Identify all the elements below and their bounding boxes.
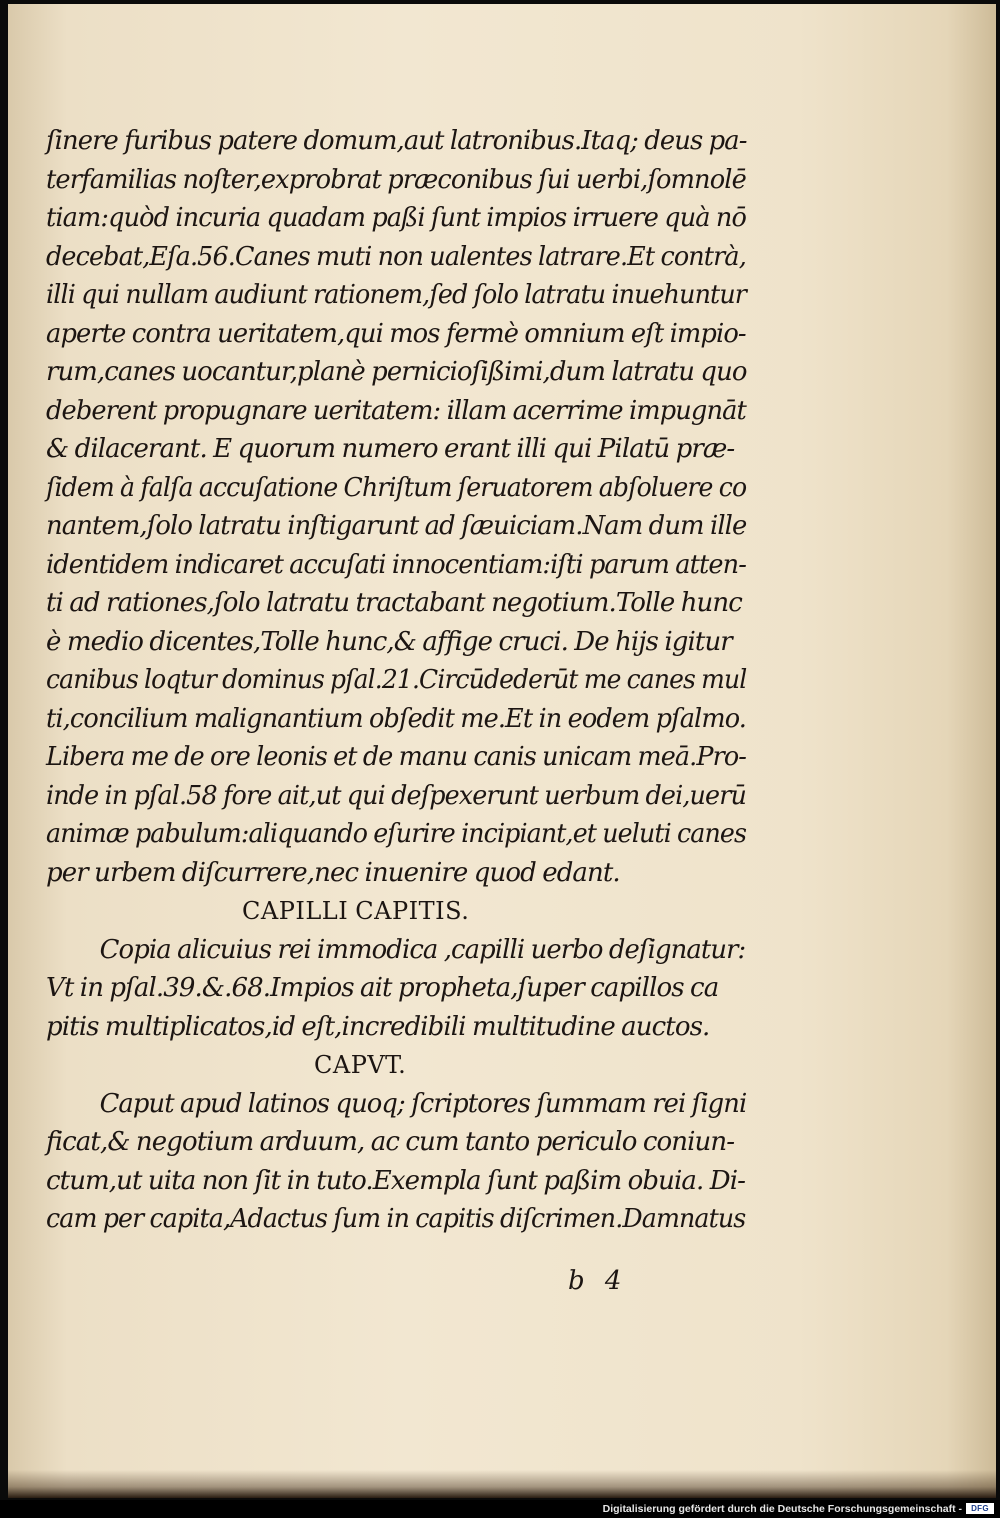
text-line: decebat,Eſa.56.Canes muti non ualentes latrare.Et contrà,	[46, 241, 746, 272]
text-line: rum,canes uocantur,planè pernicioſißimi,dum latratu quo	[46, 357, 747, 387]
text-line: & dilacerant. E quorum numero erant illi qui Pilatū præ-	[46, 434, 735, 464]
text-line: Copia alicuius rei immodica ,capilli uerbo deſignatur:	[99, 934, 746, 965]
text-line: ficat,& negotium arduum, ac cum tanto periculo coniun-	[46, 1127, 735, 1157]
text-line: ti ad rationes,ſolo latratu tractabant negotium.Tolle hunc	[46, 588, 742, 618]
text-line: animæ pabulum:aliquando eſurire incipiant,et ueluti canes	[46, 819, 747, 849]
text-line: tiam:quòd incuria quadam paßi ſunt impios irruere quà nō	[46, 203, 747, 233]
text-line: Caput apud latinos quoq; ſcriptores ſummam rei ſigni	[99, 1088, 747, 1119]
text-line: ſidem à falſa accuſatione Chriſtum ſeruatorem abſoluere co	[46, 472, 747, 503]
text-line: terfamilias noſter,exprobrat præconibus ſui uerbi,ſomnolē	[46, 164, 746, 195]
text-line: aperte contra ueritatem,qui mos fermè omnium eſt impio-	[46, 318, 746, 349]
section-heading-caput: CAPVT.	[314, 1051, 407, 1079]
footer-bar	[0, 1500, 1000, 1518]
text-line: illi qui nullam audiunt rationem,ſed ſolo latratu inuehuntur	[46, 280, 747, 310]
text-line: Vt in pſal.39.&.68.Impios ait propheta,ſuper capillos ca	[46, 973, 719, 1003]
text-line: ctum,ut uita non ſit in tuto.Exempla ſunt paßim obuia. Di-	[46, 1165, 746, 1196]
page-text	[46, 122, 746, 1239]
text-line: Libera me de ore leonis et de manu canis unicam meā.Pro-	[46, 742, 747, 772]
text-line: identidem indicaret accuſati innocentiam:iſti parum atten-	[46, 549, 746, 580]
dfg-logo-icon: DFG	[966, 1503, 994, 1514]
text-line: nantem,ſolo latratu inſtigarunt ad ſæuiciam.Nam dum ille	[46, 511, 747, 541]
text-line: pitis multiplicatos,id eſt,incredibili multitudine auctos.	[46, 1011, 710, 1042]
text-line: canibus loqtur dominus pſal.21.Circūdederūt me canes mul	[46, 665, 747, 695]
text-line: cam per capita,Adactus ſum in capitis diſcrimen.Damnatus	[46, 1204, 746, 1234]
text-line: per urbem diſcurrere,nec inuenire quod edant.	[46, 857, 620, 888]
text-line: inde in pſal.58 fore ait,ut qui deſpexerunt uerbum dei,uerū	[46, 780, 747, 811]
section-heading-capilli: CAPILLI CAPITIS.	[242, 897, 470, 925]
text-line: ti,concilium malignantium obſedit me.Et in eodem pſalmo.	[46, 703, 747, 734]
text-line: deberent propugnare ueritatem: illam acerrime impugnāt	[46, 395, 746, 426]
funding-credit: Digitalisierung gefördert durch die Deutsche Forschungsgemeinschaft -	[602, 1503, 962, 1515]
signature-mark: b 4	[568, 1266, 628, 1296]
book-page	[8, 4, 996, 1498]
text-line: ſinere furibus patere domum,aut latronibus.Itaq; deus pa-	[46, 126, 747, 156]
text-line: è medio dicentes,Tolle hunc,& affige cruci. De hijs igitur	[46, 626, 732, 657]
